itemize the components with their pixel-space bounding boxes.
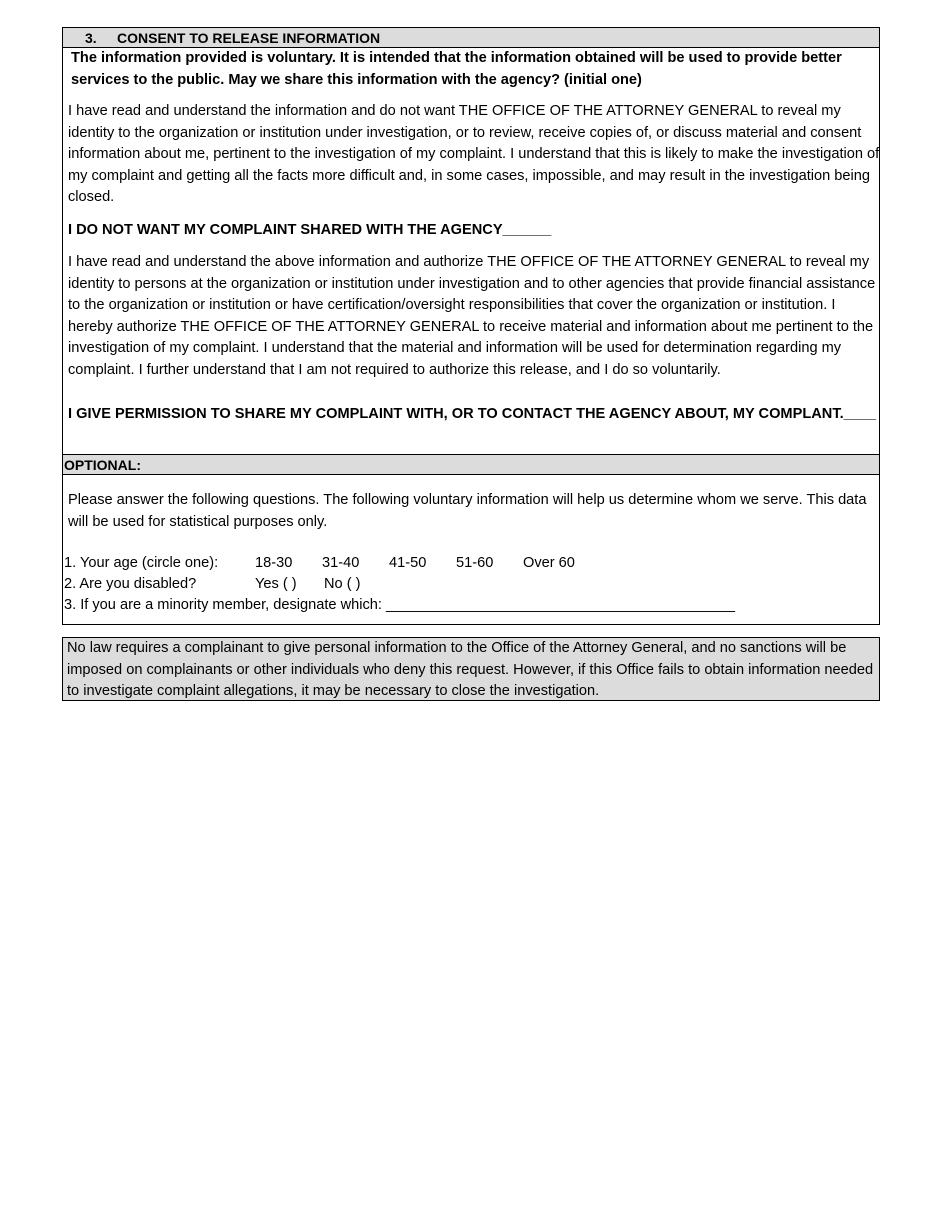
consent-intro: The information provided is voluntary. It is intended that the information obtained will be used to provide better services to the public. May we share this information with the agency? (initial one)	[71, 50, 842, 88]
disability-question	[64, 574, 360, 595]
age-option-31-40[interactable]: 31-40	[322, 555, 360, 571]
optional-section	[62, 454, 880, 625]
age-option-51-60[interactable]: 51-60	[456, 555, 494, 571]
age-question	[64, 553, 575, 574]
disability-question-label: 2. Are you disabled?	[64, 576, 197, 592]
minority-question[interactable]: 3. If you are a minority member, designate which: ___________________________________________	[64, 597, 736, 613]
consent-section	[62, 27, 880, 454]
section-number: 3.	[85, 30, 97, 46]
no-share-paragraph: I have read and understand the information and do not want THE OFFICE OF THE ATTORNEY GENERAL to reveal my identity to the organization or institution under investigation, or to review, receive copies of, or discuss material and consent information about me, pertinent to the investigation of my complaint. I understand that this is likely to make the investigation of my complaint and getting all the facts more difficult and, in some cases, impossible, and may result in the investigation being closed.	[68, 103, 880, 205]
share-paragraph: I have read and understand the above information and authorize THE OFFICE OF THE ATTORNEY GENERAL to reveal my identity to persons at the organization or institution under investigation and to other agencies that provide financial assistance to the organization or institution or have certification/oversight responsibilities that cover the organization or institution. I hereby authorize THE OFFICE OF THE ATTORNEY GENERAL to receive material and information about me pertinent to the investigation of my complaint. I understand that the material and information will be used for determination regarding my complaint. I further understand that I am not required to authorize this release, and I do so voluntarily.	[68, 254, 876, 378]
notice-box	[62, 637, 880, 701]
age-option-41-50[interactable]: 41-50	[389, 555, 427, 571]
disability-no-option[interactable]: No ( )	[324, 576, 361, 592]
age-question-label: 1. Your age (circle one):	[64, 555, 219, 571]
share-statement[interactable]: I GIVE PERMISSION TO SHARE MY COMPLAINT WITH, OR TO CONTACT THE AGENCY ABOUT, MY COMPLANT.____	[68, 406, 877, 422]
no-share-statement[interactable]: I DO NOT WANT MY COMPLAINT SHARED WITH THE AGENCY______	[68, 222, 552, 238]
disability-yes-option[interactable]: Yes ( )	[255, 576, 297, 592]
optional-header: OPTIONAL:	[63, 455, 879, 475]
consent-section-header	[63, 28, 879, 48]
notice-text: No law requires a complainant to give personal information to the Office of the Attorney General, and no sanctions will be imposed on complainants or other individuals who deny this request. However, if this Office fails to obtain information needed to investigate complaint allegations, it may be necessary to close the investigation.	[67, 640, 874, 699]
age-option-over-60[interactable]: Over 60	[523, 555, 575, 571]
section-title: CONSENT TO RELEASE INFORMATION	[117, 30, 381, 46]
age-option-18-30[interactable]: 18-30	[255, 555, 293, 571]
optional-intro: Please answer the following questions. The following voluntary information will help us determine whom we serve. This data will be used for statistical purposes only.	[68, 492, 867, 530]
